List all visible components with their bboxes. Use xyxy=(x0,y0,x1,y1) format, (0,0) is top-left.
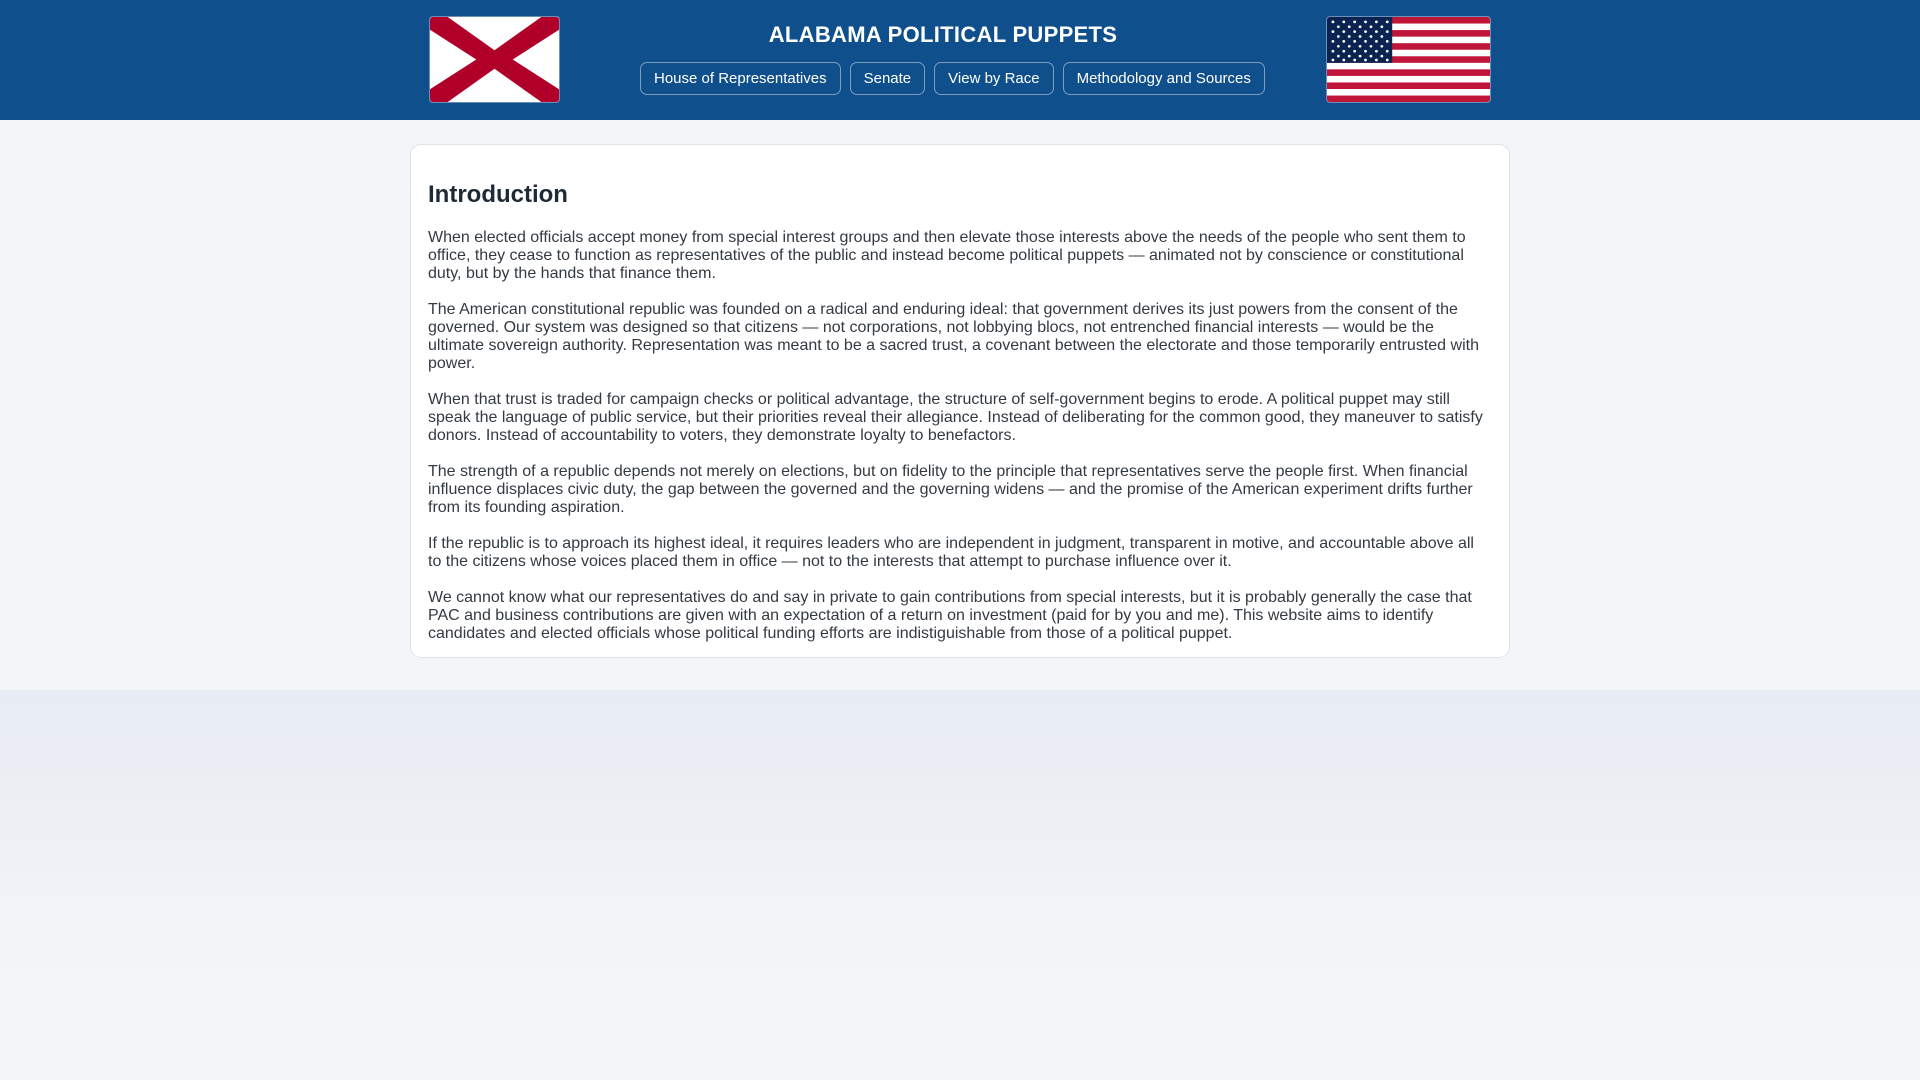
us-flag-icon xyxy=(1326,16,1491,103)
nav-view-by-race[interactable]: View by Race xyxy=(934,62,1053,95)
intro-paragraph-4: The strength of a republic depends not merely on elections, but on fidelity to the principle that representatives serve the people first. When financial influence displaces civic duty, the gap between the governed and the governing widens — and the promise of the American experiment drifts further from its founding aspiration. xyxy=(428,463,1473,516)
site-header xyxy=(0,0,1920,120)
intro-paragraph-2: The American constitutional republic was founded on a radical and enduring ideal: that government derives its just powers from the consent of the governed. Our system was designed so that citizens — not corporations, not lobbying blocs, not entrenched financial interests — would be the ultimate sovereign authority. Representation was meant to be a sacred trust, a covenant between the electorate and those temporarily entrusted with power. xyxy=(428,301,1479,372)
footer-area xyxy=(0,690,1920,1080)
introduction-card xyxy=(410,144,1510,658)
alabama-flag-icon xyxy=(429,16,560,103)
site-title: ALABAMA POLITICAL PUPPETS xyxy=(768,22,1118,47)
intro-paragraph-3: When that trust is traded for campaign checks or political advantage, the structure of self-government begins to erode. A political puppet may still speak the language of public service, but their priorities reveal their allegiance. Instead of deliberating for the common good, they maneuver to satisfy donors. Instead of accountability to voters, they demonstrate loyalty to benefactors. xyxy=(428,391,1483,444)
nav-senate[interactable]: Senate xyxy=(850,62,926,95)
intro-paragraph-5: If the republic is to approach its highest ideal, it requires leaders who are independent in judgment, transparent in motive, and accountable above all to the citizens whose voices placed them in office — not to the interests that attempt to purchase influence over it. xyxy=(428,535,1474,570)
intro-paragraph-6: We cannot know what our representatives do and say in private to gain contributions from special interests, but it is probably generally the case that PAC and business contributions are given with an expectation of a return on investment (paid for by you and me). This website aims to identify candidates and elected officials whose political funding efforts are indistiguishable from those of a political puppet. xyxy=(428,589,1472,642)
main-nav xyxy=(640,62,1265,95)
nav-methodology-and-sources[interactable]: Methodology and Sources xyxy=(1063,62,1265,95)
nav-house-of-representatives[interactable]: House of Representatives xyxy=(640,62,841,95)
section-heading: Introduction xyxy=(428,181,568,208)
intro-paragraph-1: When elected officials accept money from special interest groups and then elevate those interests above the needs of the people who sent them to office, they cease to function as representatives of the public and instead become political puppets — animated not by conscience or constitutional duty, but by the hands that finance them. xyxy=(428,229,1466,282)
